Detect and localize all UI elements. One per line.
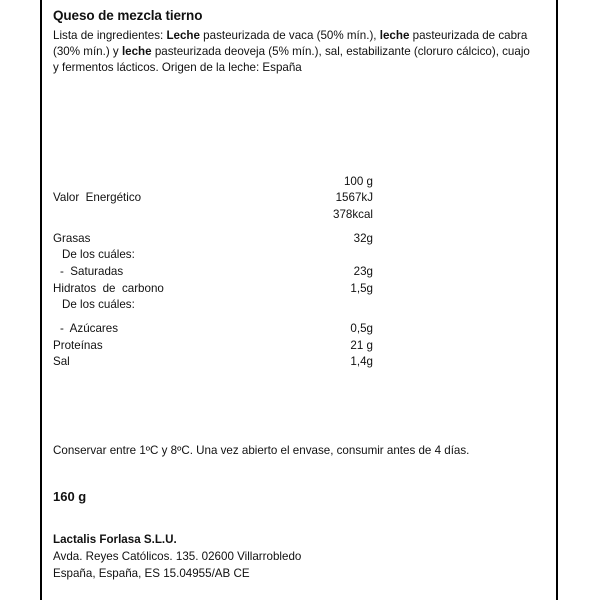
serving-size-header: 100 g: [343, 174, 373, 188]
nutrient-value: [288, 247, 373, 264]
manufacturer-info: [53, 532, 544, 582]
nutrient-label: De los cuáles:: [62, 248, 135, 262]
nutrient-value: 1567kJ: [335, 191, 373, 205]
nutrient-label: Valor Energético: [53, 191, 142, 205]
nutrition-table-body: [53, 174, 373, 372]
nutrient-value: 21 g: [350, 338, 373, 352]
nutrient-value: 378kcal: [333, 207, 373, 221]
nutrient-label: Hidratos de carbono: [53, 281, 164, 295]
net-weight: 160 g: [53, 489, 87, 505]
ingredient-allergen: Leche: [166, 28, 200, 42]
nutrient-value: 23g: [353, 264, 373, 278]
nutrient-label: De los cuáles:: [62, 298, 135, 312]
nutrient-value: 1,4g: [350, 355, 373, 369]
table-row: [53, 321, 373, 338]
nutrient-value: 32g: [353, 231, 373, 245]
table-row: [53, 297, 373, 314]
ingredient-allergen: leche: [379, 28, 410, 42]
ingredients-list: [53, 28, 533, 76]
nutrient-label: Grasas: [53, 231, 91, 245]
nutrient-label: - Saturadas: [60, 264, 124, 278]
table-row: [53, 338, 373, 355]
nutrition-header-row: [53, 174, 373, 191]
storage-instructions: Conservar entre 1ºC y 8ºC. Una vez abierto el envase, consumir antes de 4 días.: [53, 444, 470, 458]
label-content: [42, 0, 556, 583]
page-title: Queso de mezcla tierno: [53, 8, 203, 23]
nutrient-value: [288, 297, 373, 314]
nutrient-label: - Azúcares: [60, 322, 118, 335]
ingredients-intro: Lista de ingredientes:: [53, 28, 167, 42]
nutrient-value: 0,5g: [350, 322, 373, 335]
nutrient-label: Proteínas: [53, 338, 103, 352]
ingredient-text: pasteurizada de cabra (30% mín.) y: [53, 28, 528, 58]
table-row: [53, 281, 373, 298]
nutrient-value: 1,5g: [350, 281, 373, 295]
table-spacer-row: [53, 314, 373, 321]
table-row: [53, 264, 373, 281]
ingredient-text: pasteurizada de vaca (50% mín.),: [199, 28, 380, 42]
nutrition-facts-table: [53, 174, 373, 372]
nutrient-label: [53, 207, 288, 224]
nutrient-label: Sal: [53, 355, 70, 369]
table-row: [53, 207, 373, 224]
manufacturer-name: Lactalis Forlasa S.L.U.: [53, 533, 177, 547]
table-row: [53, 190, 373, 207]
manufacturer-address: Avda. Reyes Católicos. 135. 02600 Villarrobledo: [53, 550, 302, 564]
ingredient-allergen: leche: [121, 44, 152, 58]
manufacturer-health-mark: España, España, ES 15.04955/AB CE: [53, 566, 250, 580]
table-row: [53, 231, 373, 248]
table-spacer-row: [53, 224, 373, 231]
table-row: [53, 247, 373, 264]
nutrition-label-card: [40, 0, 558, 600]
table-row: [53, 354, 373, 371]
ingredient-text: pasteurizada deoveja (5% mín.), sal, estabilizante (cloruro cálcico), cuajo y fermentos lácticos. Origen de la leche: España: [53, 44, 530, 74]
nutrition-header-label: [53, 174, 288, 191]
